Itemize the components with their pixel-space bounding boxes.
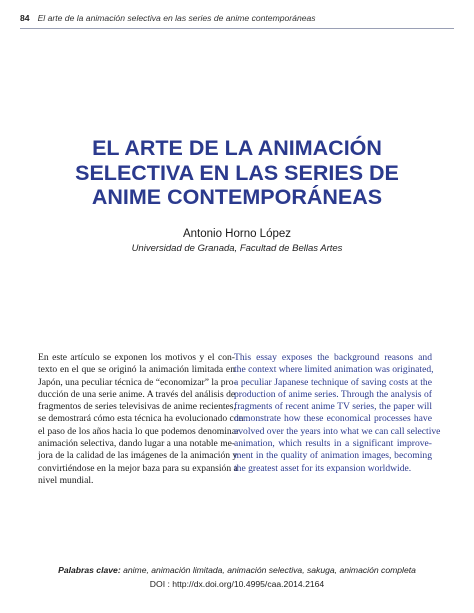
- keywords-text: anime, animación limitada, animación selectiva, sakuga, animación completa: [123, 565, 416, 575]
- abstract-line: ducción de una serie anime. A través del análisis de: [38, 388, 236, 400]
- running-header: [20, 13, 460, 23]
- abstract-line: convirtiéndose en la mejor baza para su expansión a: [38, 462, 238, 474]
- abstract-line: Japón, una peculiar técnica de “economizar” la pro-: [38, 376, 237, 388]
- abstract-line: texto en el que se originó la animación limitada en: [38, 364, 235, 376]
- abstract-english: [234, 352, 441, 475]
- abstract-line: a peculiar Japanese technique of saving costs at the: [234, 376, 432, 388]
- running-title: El arte de la animación selectiva en las series de anime contemporáneas: [37, 13, 316, 23]
- abstract-line: En este artículo se exponen los motivos y el con-: [38, 352, 235, 363]
- abstract-line: This essay exposes the background reasons and: [234, 352, 432, 363]
- abstract-line: production of anime series. Through the analysis of: [234, 388, 432, 400]
- abstract-line: ment in the quality of animation images, becoming: [234, 450, 432, 462]
- title-line: SELECTIVA EN LAS SERIES DE: [75, 160, 399, 185]
- abstract-line: the greatest asset for its expansion worldwide.: [234, 462, 412, 474]
- abstract-line: fragments of recent anime TV series, the paper will: [234, 401, 432, 413]
- abstract-line: the context where limited animation was originated,: [234, 364, 434, 376]
- abstract-spanish: [38, 352, 244, 487]
- abstract-line: evolved over the years into what we can call selective: [234, 425, 441, 437]
- author-affiliation: Universidad de Granada, Facultad de Bellas Artes: [131, 243, 343, 254]
- title-line: EL ARTE DE LA ANIMACIÓN: [92, 136, 382, 160]
- keywords: [20, 565, 454, 575]
- abstract-line: animación selectiva, dando lugar a una notable me-: [38, 438, 236, 450]
- abstract-line: demonstrate how these economical processes have: [234, 413, 432, 425]
- abstract-line: animation, which results in a significant improve-: [234, 438, 432, 450]
- header-divider: [20, 28, 454, 29]
- abstract-line: nivel mundial.: [38, 474, 94, 486]
- doi-link[interactable]: DOI : http://dx.doi.org/10.4995/caa.2014.2164: [149, 579, 325, 589]
- title-line: ANIME CONTEMPORÁNEAS: [91, 185, 383, 209]
- page-number: 84: [20, 13, 30, 23]
- abstract-line: fragmentos de series televisivas de anime recientes,: [38, 401, 236, 413]
- abstract-line: jora de la calidad de las imágenes de la animación y: [38, 450, 238, 462]
- author-name: Antonio Horno López: [182, 228, 292, 240]
- keywords-label: Palabras clave:: [58, 565, 121, 575]
- abstract-line: el paso de los años hacia lo que podemos denominar: [38, 425, 240, 437]
- abstract-line: se demostrará cómo esta técnica ha evolucionado con: [38, 413, 244, 425]
- article-title: [20, 136, 454, 210]
